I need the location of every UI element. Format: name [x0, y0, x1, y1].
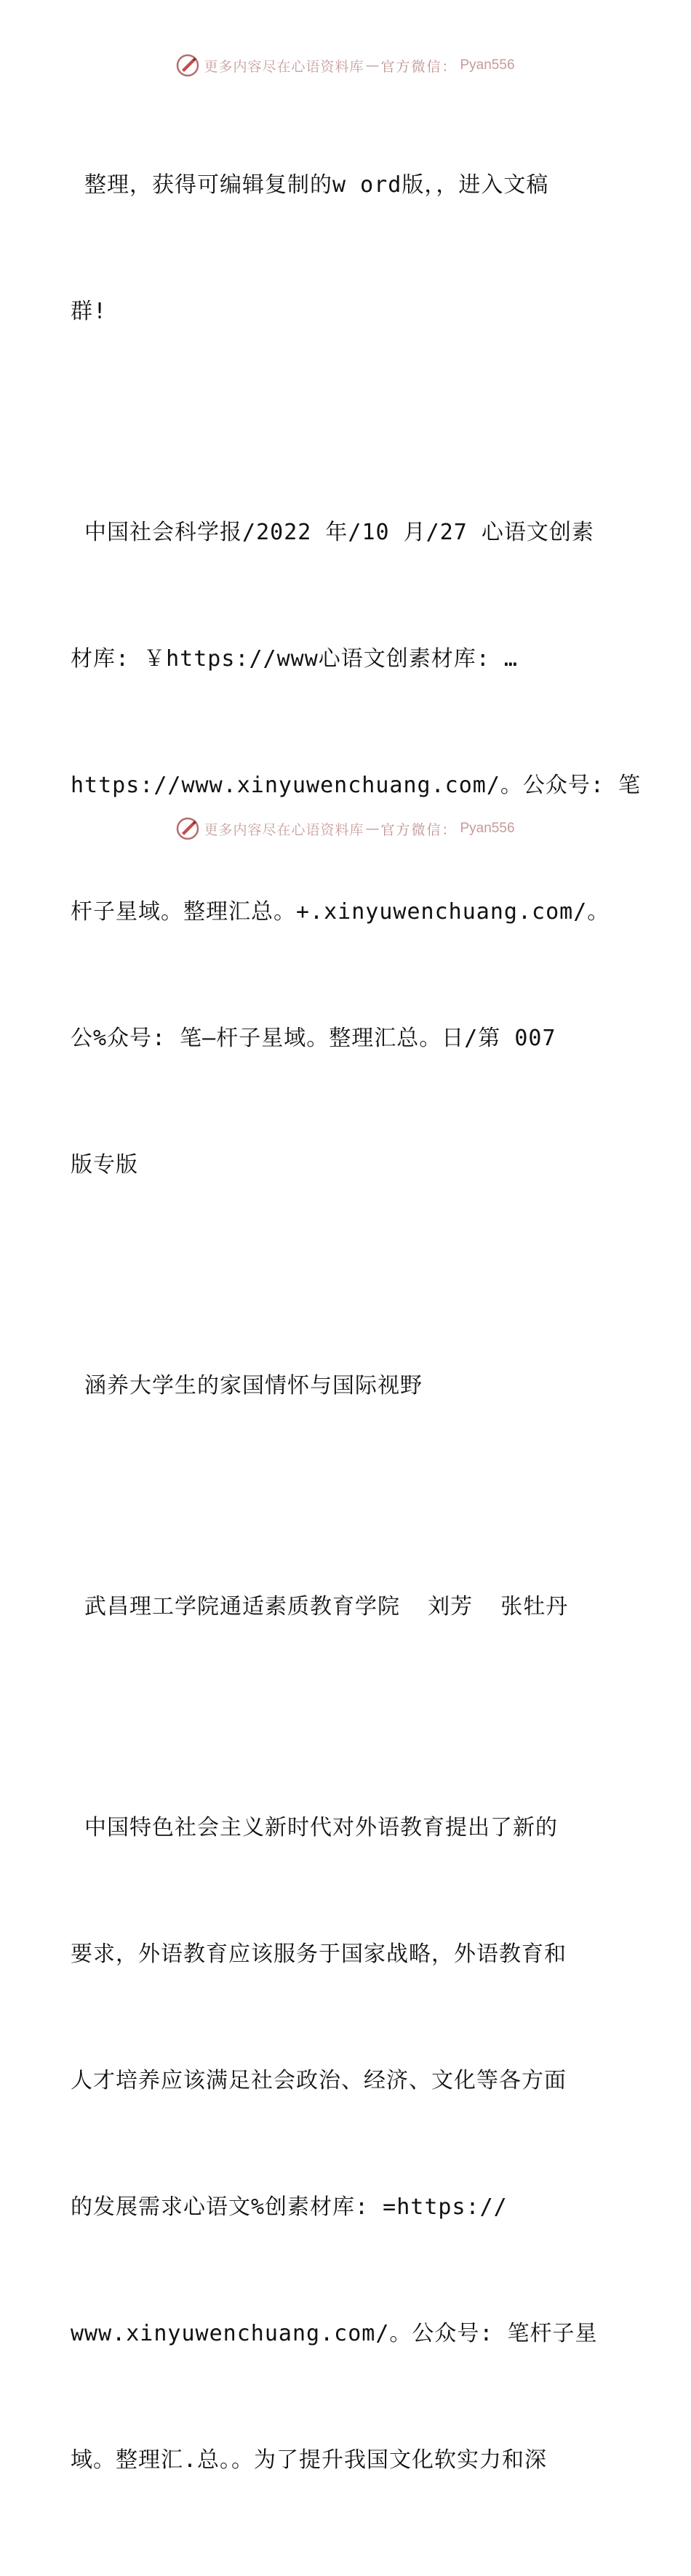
text-line: 群!: [71, 299, 108, 324]
header-wechat-id: Pyan556: [460, 57, 515, 73]
footer-watermark-banner: [0, 814, 691, 843]
article-authors: [71, 1502, 623, 1712]
text-line: 公%众号: 笔—杆子星域。整理汇总。日/第 007: [71, 1026, 556, 1051]
text-line: https://www.xinyuwenchuang.com/。公众号: 笔: [71, 773, 642, 798]
text-line: 材库: ￥https://www心语文创素材库: …: [71, 646, 518, 672]
footer-wechat-id: Pyan556: [460, 821, 515, 836]
brand-logo-icon: [176, 54, 199, 77]
footer-separator: —: [365, 821, 380, 837]
paragraph-source: [71, 427, 642, 1271]
header-watermark-banner: [0, 51, 691, 80]
header-separator: —: [365, 57, 380, 73]
paragraph-intro: [71, 80, 623, 417]
text-line: 域。整理汇.总。。为了提升我国文化软实力和深: [71, 2447, 548, 2473]
text-line: 中国特色社会主义新时代对外语教育提出了新的: [71, 1815, 559, 1840]
text-line: 整理，获得可编辑复制的w ord版，，进入文稿: [71, 172, 549, 198]
brand-logo-icon: [176, 817, 199, 840]
text-line: 要求，外语教育应该服务于国家战略，外语教育和: [71, 1941, 567, 1967]
document-body: [71, 80, 642, 2576]
text-line: 的发展需求心语文%创素材库: =https://: [71, 2194, 508, 2220]
text-line: 人才培养应该满足社会政治、经济、文化等各方面: [71, 2068, 567, 2093]
authors-line: 武昌理工学院通适素质教育学院 刘芳 张牡丹: [71, 1594, 569, 1619]
paragraph-body: [71, 1723, 623, 2566]
title-line: 涵养大学生的家国情怀与国际视野: [71, 1373, 423, 1398]
text-line: 中国社会科学报/2022 年/10 月/27 心语文创素: [71, 520, 594, 545]
text-line: 杆子星域。整理汇总。+.xinyuwenchuang.com/。: [71, 899, 610, 925]
text-line: www.xinyuwenchuang.com/。公众号: 笔杆子星: [71, 2321, 598, 2346]
article-title: [71, 1281, 623, 1492]
footer-wechat-label: 官方微信：: [380, 821, 458, 838]
text-line: 版专版: [71, 1152, 138, 1178]
footer-site-text: 更多内容尽在心语资料库: [204, 821, 364, 838]
header-wechat-label: 官方微信：: [380, 58, 458, 75]
header-site-text: 更多内容尽在心语资料库: [204, 58, 364, 75]
